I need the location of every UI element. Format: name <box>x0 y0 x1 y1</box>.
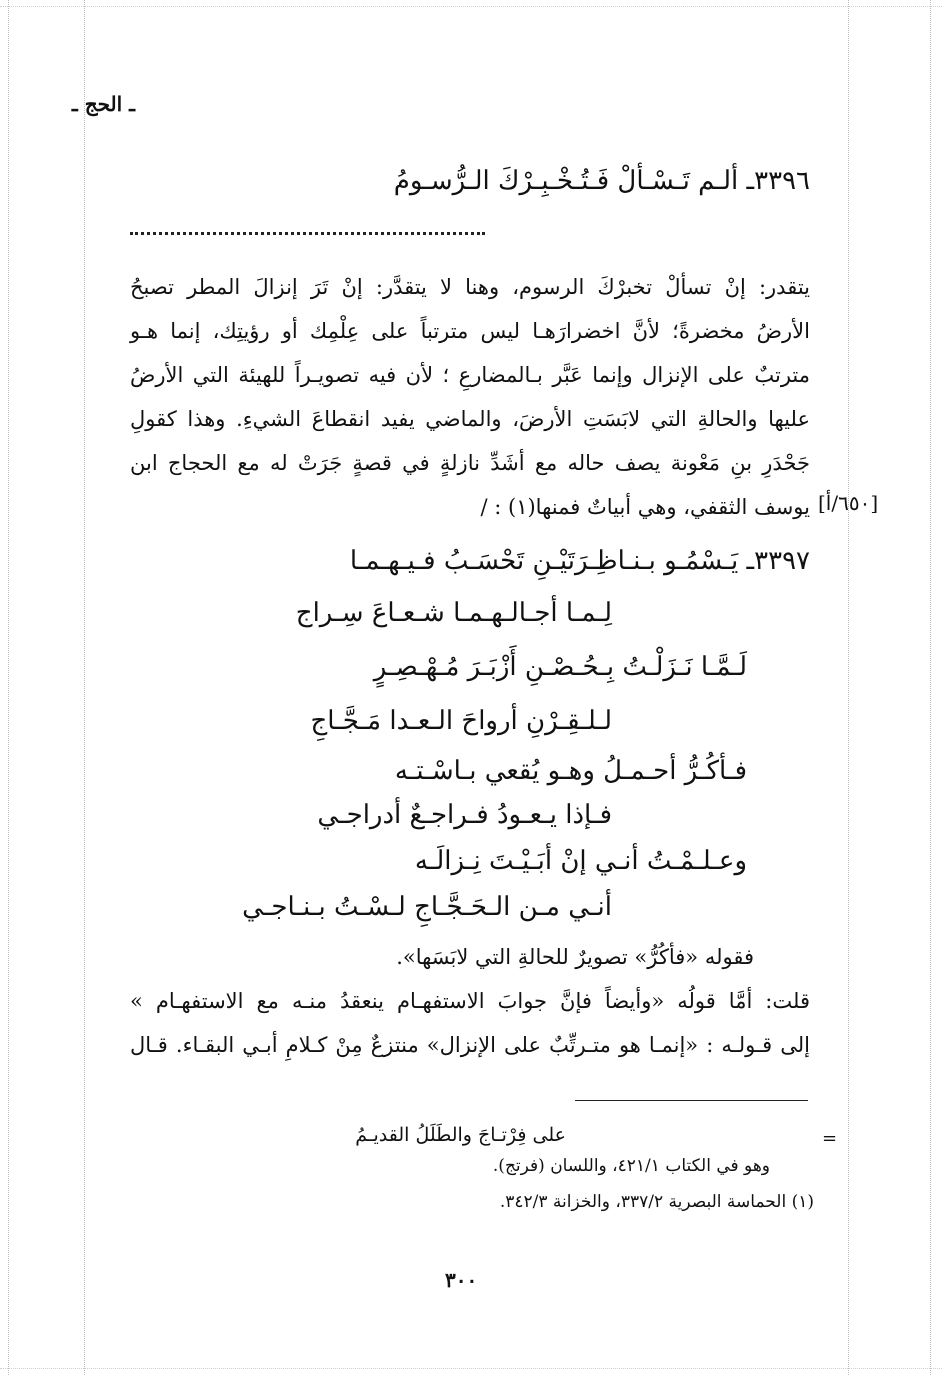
scan-guide-line <box>8 0 9 1375</box>
text-line: عليها والحالةِ التي لابَسَتِ الأرضَ، والماضي يفيد انقطاعَ الشيءِ. وهذا كقولِ <box>130 407 810 431</box>
running-header: ـ الحج ـ <box>71 92 135 116</box>
verse-line: لـلـقِـرْنِ أرواحَ الـعـدا مَـجَّـاجِ <box>310 706 612 736</box>
text-line: جَحْدَرِ بنِ مَعْونة يصف حاله مع أشَدِّ نازلةٍ في قصةٍ جَرَتْ له مع الحجاج ابن <box>130 451 810 475</box>
scan-guide-line <box>930 0 931 1375</box>
text-line: الأرضُ مخضرةً؛ لأنَّ اخضرارَهـا ليس مترتباً على عِلْمِك أو رؤيتِك، إنما هـو <box>130 319 810 343</box>
footnote-separator <box>575 1100 808 1101</box>
verse-line: لَـمَّـا نَـزَلْـتُ بِـحُـصْـنِ أَزْبَـرَ مُـهْـصِـرٍ <box>373 652 747 682</box>
scan-guide-line <box>0 1368 942 1369</box>
scan-guide-line <box>0 6 942 7</box>
verse-line: فـإذا يـعـودُ فـراجـعٌ أدراجـي <box>317 800 612 830</box>
verse-line <box>350 546 810 576</box>
ellipsis-dotted-rule <box>130 232 485 235</box>
page-number: ٣٠٠ <box>445 1268 478 1292</box>
paragraph-2: فقوله «فأكُرُّ» تصويرٌ للحالةِ التي لابَسَها». <box>396 945 754 969</box>
footnote-text: وهو في الكتاب ٤٢١/١، واللسان (فرتج). <box>492 1156 770 1176</box>
scan-guide-line <box>84 0 85 1375</box>
verse-number: ٣٣٩٦ـ <box>746 166 810 196</box>
text-line: يوسف الثقفي، وهي أبياتٌ فمنها(١) : / <box>480 495 810 519</box>
text-line: يتقدر: إنْ تسألْ تخبرْكَ الرسوم، وهنا لا يتقدَّر: إنْ تَرَ إنزالَ المطر تصبحُ <box>130 275 810 299</box>
verse-line: وعـلـمْـتُ أنـي إنْ أبَـيْـتَ نِـزالَـه <box>414 846 747 876</box>
footnote-verse: على فِرْتـاجَ والطَلَلُ القديـمُ <box>355 1124 566 1146</box>
text-line: إلى قـولـه : «إنمـا هو متـرتِّبٌ على الإنزال» منتزعٌ مِنْ كـلامِ أبـي البقـاء. قـال <box>130 1033 810 1057</box>
text-line: مترتبٌ على الإنزال وإنما عَبَّر بـالمضارعِ ؛ لأن فيه تصويـراً للهيئة التي الأرضُ <box>130 363 810 387</box>
continuation-marker: = <box>822 1128 838 1149</box>
verse-line: فـأكُـرُّ أحـمـلُ وهـو يُقعي بـاسْـتـه <box>394 756 747 786</box>
verse-number: ٣٣٩٧ـ <box>746 546 810 576</box>
verse-3396 <box>394 166 810 196</box>
verse-text: يَـسْمُـو بـنـاظِـرَتَيْـنِ تَحْسَـبُ فـيـهـمـا <box>349 546 739 576</box>
footnote-1: (١) الحماسة البصرية ٣٣٧/٢، والخزانة ٣٤٢/٣. <box>499 1192 814 1212</box>
verse-text: ألـم تَـسْـألْ فَـتُـخْـبِـرْكَ الـرُّسـومُ <box>393 166 739 196</box>
manuscript-folio-marker: [٦٥٠/أ] <box>818 491 879 515</box>
verse-line: أنـي مـن الـحَـجَّـاجِ لـسْـتُ بـنـاجـي <box>242 892 612 922</box>
verse-line: لِـمـا أجـالـهـمـا شـعـاعَ سِـراج <box>295 598 612 628</box>
scan-guide-line <box>848 0 849 1375</box>
text-line: قلت: أمَّا قولُه «وأيضاً فإنَّ جوابَ الاستفهـام ينعقدُ منـه مع الاستفهـام » <box>130 989 810 1013</box>
